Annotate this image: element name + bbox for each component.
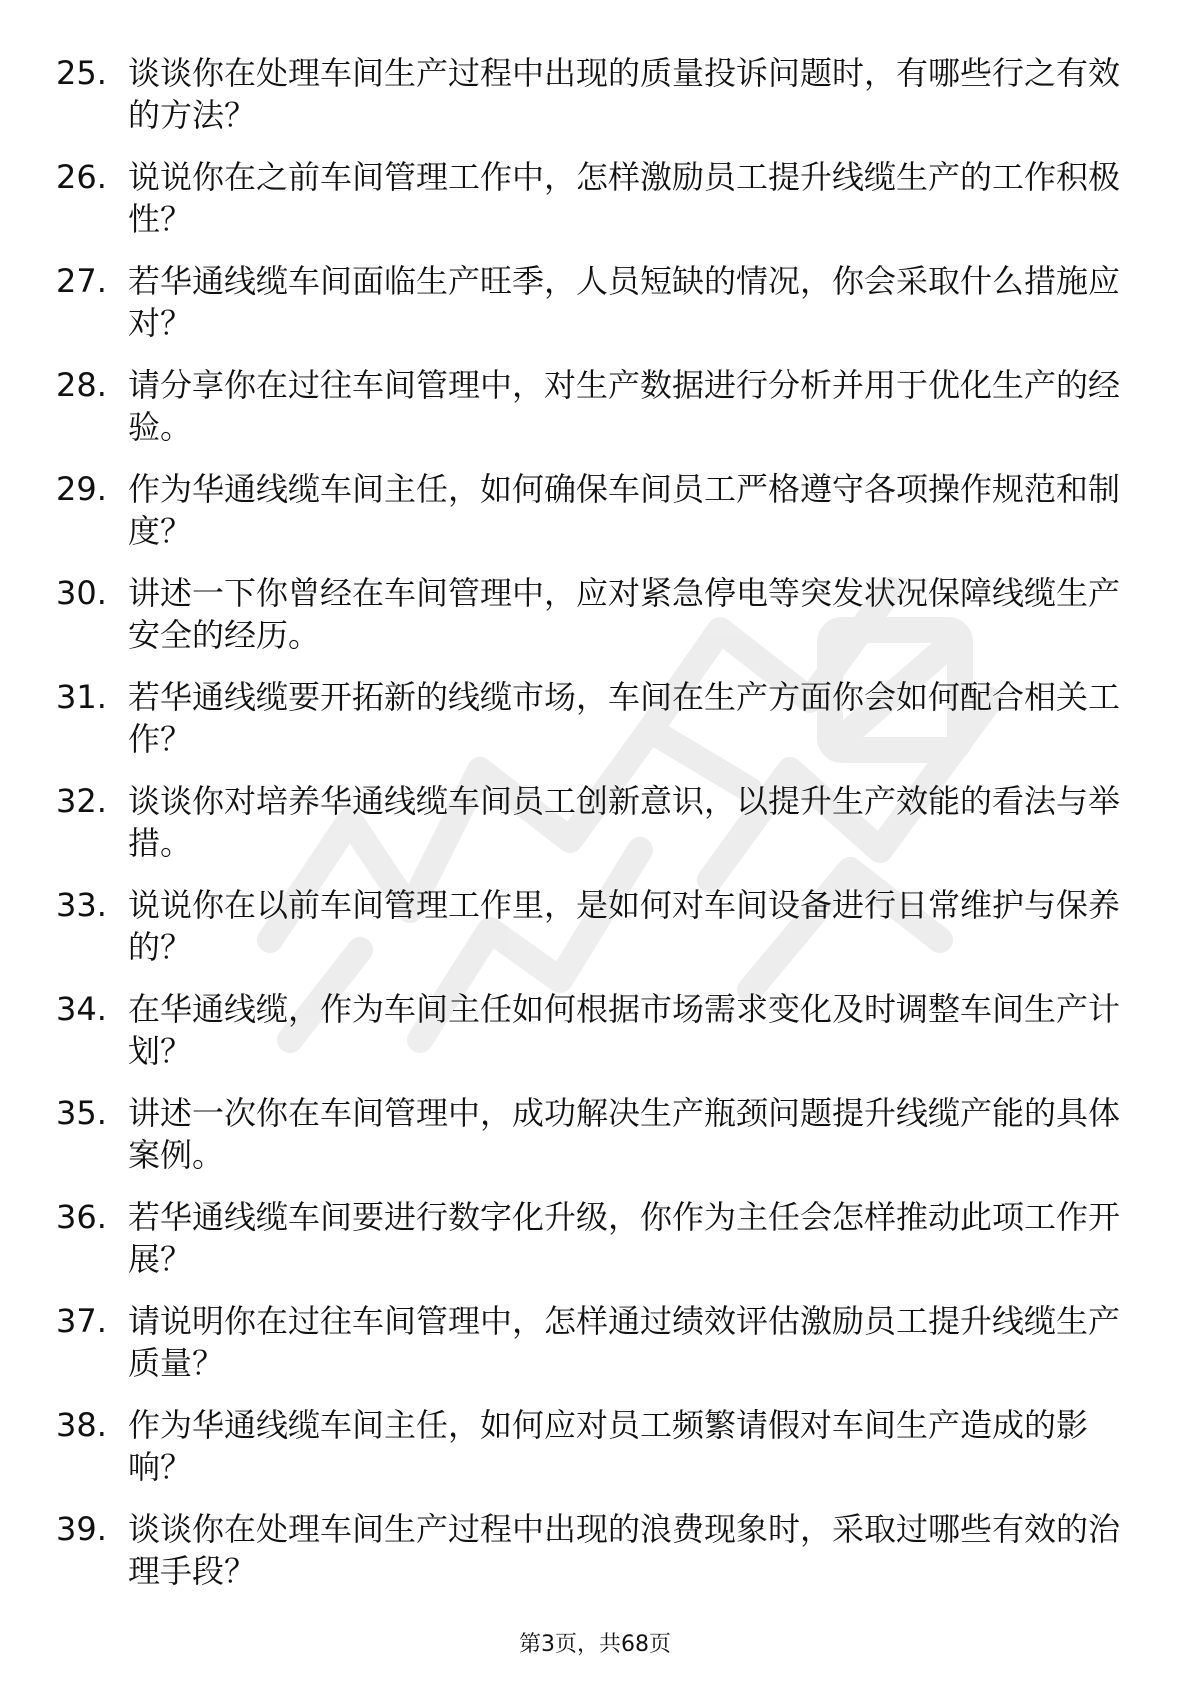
question-text: 说说你在之前车间管理工作中，怎样激励员工提升线缆生产的工作积极性？ <box>128 158 1121 238</box>
question-text: 请说明你在过往车间管理中，怎样通过绩效评估激励员工提升线缆生产质量？ <box>128 1302 1121 1382</box>
question-text: 若华通线缆要开拓新的线缆市场，车间在生产方面你会如何配合相关工作？ <box>128 678 1121 758</box>
question-number: 32. <box>56 782 107 820</box>
question-number: 38. <box>56 1406 107 1444</box>
question-text: 谈谈你对培养华通线缆车间员工创新意识，以提升生产效能的看法与举措。 <box>128 782 1121 862</box>
question-text: 讲述一次你在车间管理中，成功解决生产瓶颈问题提升线缆产能的具体案例。 <box>128 1094 1121 1174</box>
question-item-30 <box>56 572 1136 656</box>
question-item-36 <box>56 1196 1136 1280</box>
question-item-28 <box>56 364 1136 448</box>
question-item-39 <box>56 1508 1136 1592</box>
question-number: 27. <box>56 262 107 300</box>
question-text: 若华通线缆车间要进行数字化升级，你作为主任会怎样推动此项工作开展？ <box>128 1198 1121 1278</box>
question-text: 讲述一下你曾经在车间管理中，应对紧急停电等突发状况保障线缆生产安全的经历。 <box>128 574 1121 654</box>
question-text: 谈谈你在处理车间生产过程中出现的浪费现象时，采取过哪些有效的治理手段？ <box>128 1510 1121 1590</box>
question-text: 在华通线缆，作为车间主任如何根据市场需求变化及时调整车间生产计划？ <box>128 990 1121 1070</box>
question-text: 谈谈你在处理车间生产过程中出现的质量投诉问题时，有哪些行之有效的方法？ <box>128 54 1121 134</box>
question-item-31 <box>56 676 1136 760</box>
question-number: 39. <box>56 1510 107 1548</box>
question-text: 作为华通线缆车间主任，如何应对员工频繁请假对车间生产造成的影响？ <box>128 1406 1089 1486</box>
question-text: 说说你在以前车间管理工作里，是如何对车间设备进行日常维护与保养的？ <box>128 886 1121 966</box>
question-text: 若华通线缆车间面临生产旺季，人员短缺的情况，你会采取什么措施应对？ <box>128 262 1121 342</box>
question-item-35 <box>56 1092 1136 1176</box>
question-item-33 <box>56 884 1136 968</box>
question-number: 31. <box>56 678 107 716</box>
question-number: 35. <box>56 1094 107 1132</box>
question-text: 作为华通线缆车间主任，如何确保车间员工严格遵守各项操作规范和制度？ <box>128 470 1121 550</box>
question-item-25 <box>56 52 1136 136</box>
page-footer: 第3页，共68页 <box>519 1632 671 1657</box>
question-item-37 <box>56 1300 1136 1384</box>
question-number: 30. <box>56 574 107 612</box>
question-number: 25. <box>56 54 107 92</box>
question-item-27 <box>56 260 1136 344</box>
question-number: 29. <box>56 470 107 508</box>
question-number: 26. <box>56 158 107 196</box>
question-item-32 <box>56 780 1136 864</box>
question-number: 36. <box>56 1198 107 1236</box>
question-item-29 <box>56 468 1136 552</box>
question-item-34 <box>56 988 1136 1072</box>
question-number: 33. <box>56 886 107 924</box>
question-text: 请分享你在过往车间管理中，对生产数据进行分析并用于优化生产的经验。 <box>128 366 1121 446</box>
question-number: 37. <box>56 1302 107 1340</box>
question-item-38 <box>56 1404 1136 1488</box>
question-item-26 <box>56 156 1136 240</box>
question-list <box>56 52 1136 1612</box>
question-number: 34. <box>56 990 107 1028</box>
question-number: 28. <box>56 366 107 404</box>
